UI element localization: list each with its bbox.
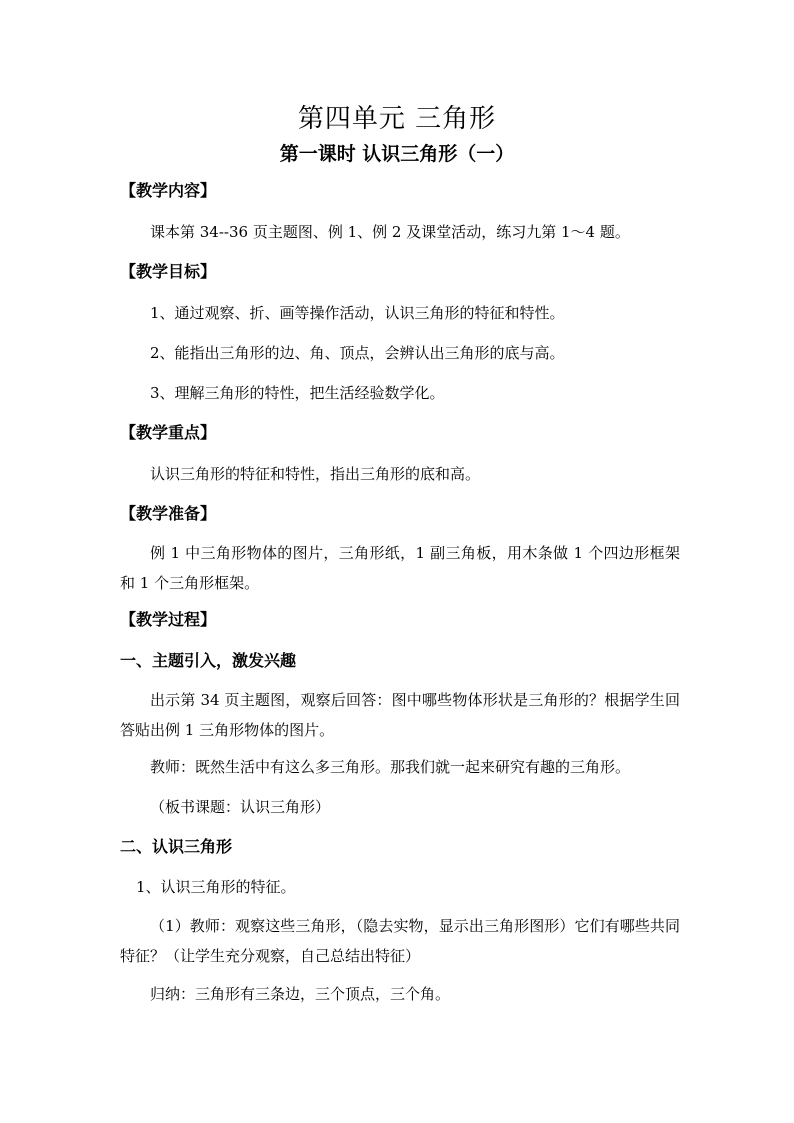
goal-item-2: 2、能指出三角形的边、角、顶点，会辨认出三角形的底与高。 <box>150 344 565 362</box>
content-heading: 【教学内容】 <box>120 181 217 200</box>
prep-text: 例 1 中三角形物体的图片，三角形纸，1 副三角板，用木条做 1 个四边形框架和 1 个三角形框架。 <box>120 544 680 592</box>
process-heading: 【教学过程】 <box>120 610 217 629</box>
part2-item-1: 1、认识三角形的特征。 <box>136 878 296 896</box>
goal-item-1: 1、通过观察、折、画等操作活动，认识三角形的特征和特性。 <box>150 304 565 322</box>
goal-item-3: 3、理解三角形的特性，把生活经验数学化。 <box>150 384 445 402</box>
part2-paragraph-2: 归纳：三角形有三条边，三个顶点，三个角。 <box>150 985 451 1003</box>
part1-paragraph-3: （板书课题：认识三角形） <box>150 798 331 816</box>
focus-text: 认识三角形的特征和特性，指出三角形的底和高。 <box>150 465 481 483</box>
lesson-subtitle: 第一课时 认识三角形（一） <box>279 143 515 165</box>
part2-paragraph-1: （1）教师：观察这些三角形，（隐去实物，显示出三角形图形）它们有哪些共同特征？（让学生充分观察，自己总结出特征） <box>120 917 680 965</box>
unit-title: 第四单元 三角形 <box>297 104 497 134</box>
goals-heading: 【教学目标】 <box>120 262 217 281</box>
part1-paragraph-2: 教师：既然生活中有这么多三角形。那我们就一起来研究有趣的三角形。 <box>150 758 631 776</box>
part1-paragraph-1: 出示第 34 页主题图，观察后回答：图中哪些物体形状是三角形的？根据学生回答贴出例 1 三角形物体的图片。 <box>120 691 680 739</box>
prep-heading: 【教学准备】 <box>120 504 217 523</box>
part1-heading: 一、主题引入，激发兴趣 <box>120 651 297 670</box>
content-text: 课本第 34--36 页主题图、例 1、例 2 及课堂活动，练习九第 1～4 题。 <box>150 223 630 241</box>
focus-heading: 【教学重点】 <box>120 423 217 442</box>
part2-heading: 二、认识三角形 <box>120 837 233 856</box>
